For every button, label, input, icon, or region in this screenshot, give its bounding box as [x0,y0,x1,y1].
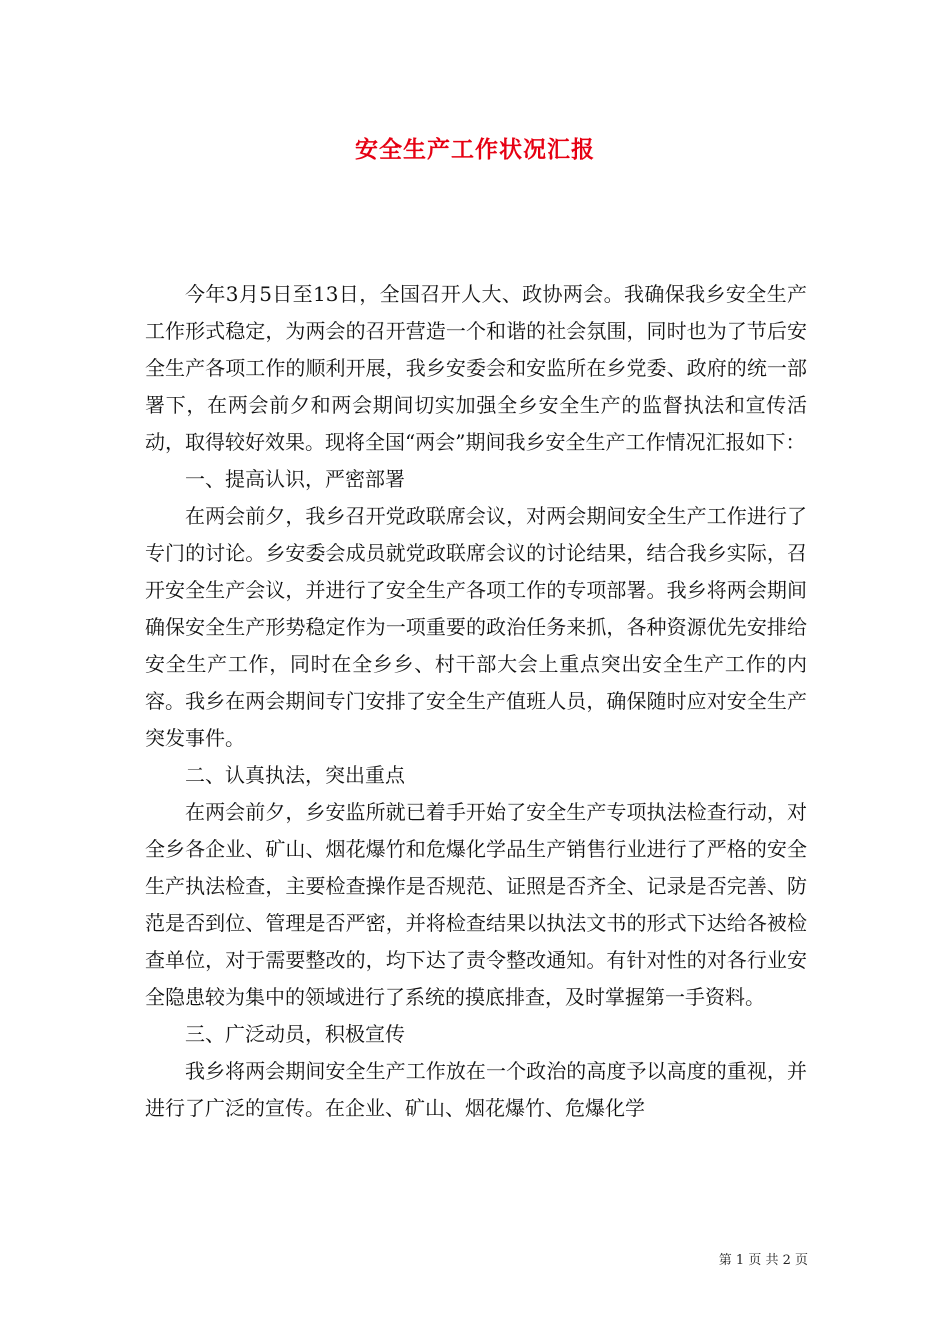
page-number-footer: 第 1 页 共 2 页 [718,1253,808,1268]
document-body [145,276,807,1127]
paragraph-section-1: 在两会前夕，我乡召开党政联席会议，对两会期间安全生产工作进行了专门的讨论。乡安委会成员就党政联席会议的讨论结果，结合我乡实际，召开安全生产会议，并进行了安全生产各项工作的专项部署。我乡将两会期间确保安全生产形势稳定作为一项重要的政治任务来抓，各种资源优先安排给安全生产工作，同时在全乡乡、村干部大会上重点突出安全生产工作的内容。我乡在两会期间专门安排了安全生产值班人员，确保随时应对安全生产突发事件。 [145,504,807,750]
paragraph-section-2: 在两会前夕，乡安监所就已着手开始了安全生产专项执法检查行动，对全乡各企业、矿山、烟花爆竹和危爆化学品生产销售行业进行了严格的安全生产执法检查，主要检查操作是否规范、证照是否齐全、记录是否完善、防范是否到位、管理是否严密，并将检查结果以执法文书的形式下达给各被检查单位，对于需要整改的，均下达了责令整改通知。有针对性的对各行业安全隐患较为集中的领域进行了系统的摸底排查，及时掌握第一手资料。 [145,800,807,1009]
document-title: 安全生产工作状况汇报 [355,136,595,163]
section-heading-1: 一、提高认识，严密部署 [185,467,405,491]
section-heading-3: 三、广泛动员，积极宣传 [185,1022,405,1046]
section-heading-2: 二、认真执法，突出重点 [185,763,405,787]
paragraph-section-3: 我乡将两会期间安全生产工作放在一个政治的高度予以高度的重视，并进行了广泛的宣传。在企业、矿山、烟花爆竹、危爆化学 [145,1059,807,1120]
paragraph-intro: 今年3月5日至13日，全国召开人大、政协两会。我确保我乡安全生产工作形式稳定，为两会的召开营造一个和谐的社会氛围，同时也为了节后安全生产各项工作的顺利开展，我乡安委会和安监所在乡党委、政府的统一部署下，在两会前夕和两会期间切实加强全乡安全生产的监督执法和宣传活动，取得较好效果。现将全国“两会”期间我乡安全生产工作情况汇报如下： [145,282,807,454]
